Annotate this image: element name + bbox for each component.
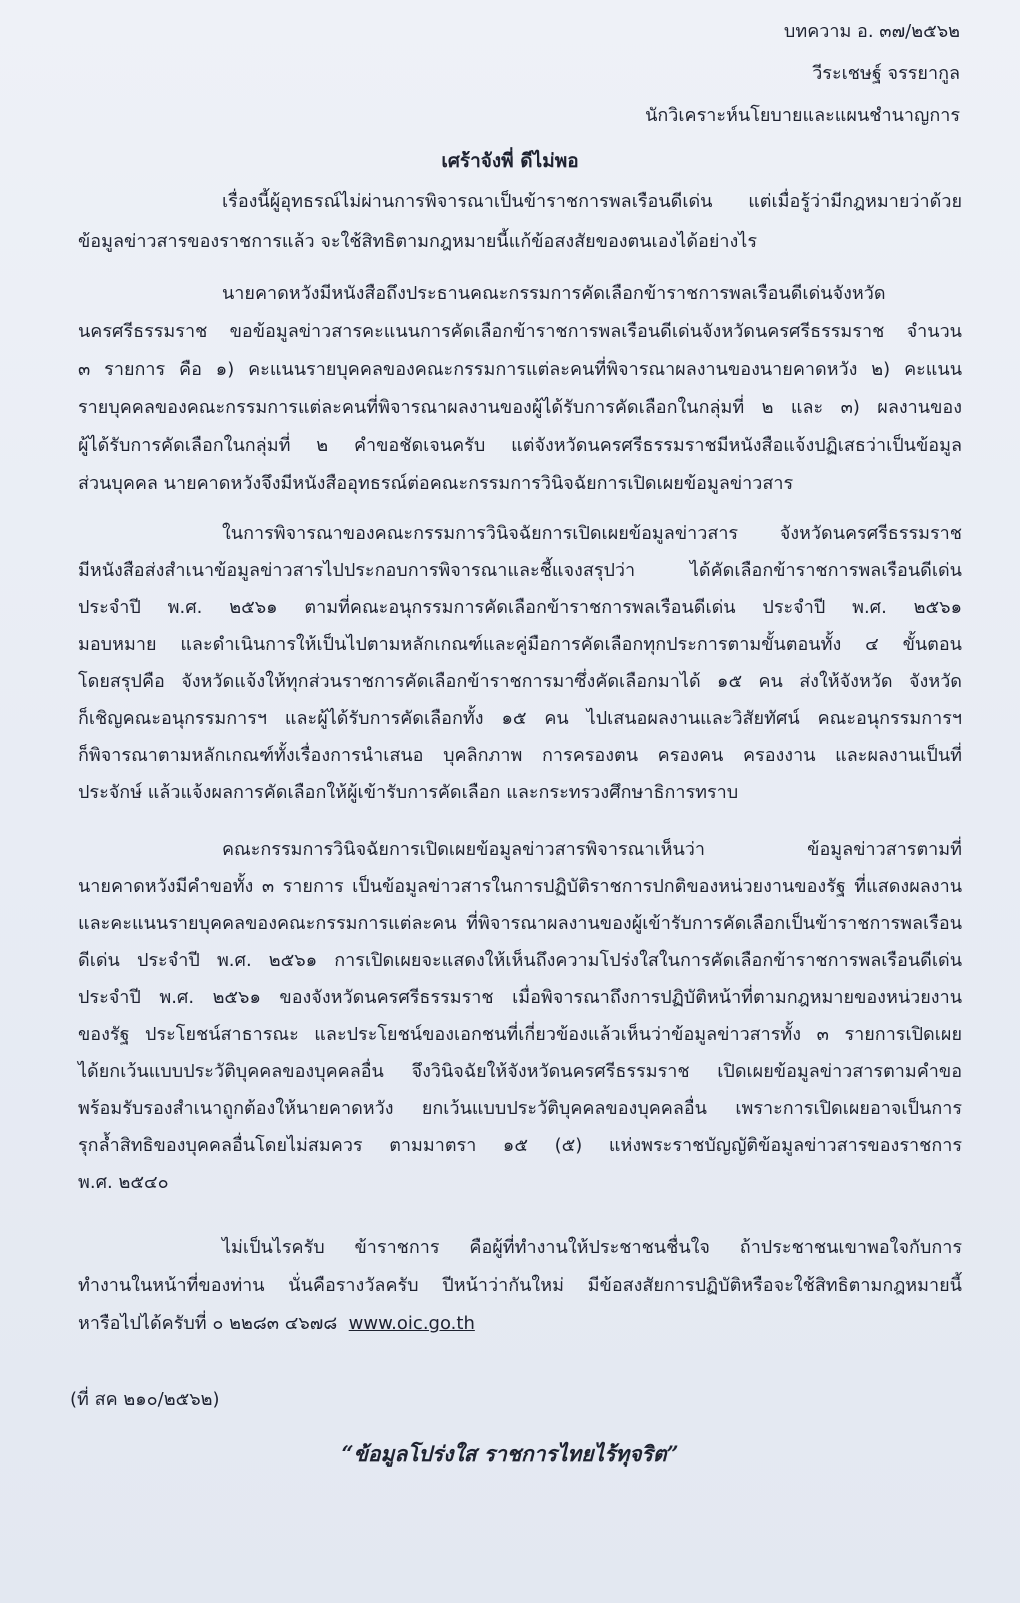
contact-phone: หารือไปได้ครับที่ ๐ ๒๒๘๓ ๔๖๗๘ — [78, 1313, 338, 1334]
paragraph-line: ไม่เป็นไรครับ ข้าราชการ คือผู้ที่ทำงานให้ประชาชนชื่นใจ ถ้าประชาชนเขาพอใจกับการ — [222, 1237, 962, 1258]
paragraph-line: ประจำปี พ.ศ. ๒๕๖๑ ของจังหวัดนครศรีธรรมราช เมื่อพิจารณาถึงการปฏิบัติหน้าที่ตามกฎหมายของหน่วยงาน — [78, 987, 962, 1008]
paragraph-line: คณะกรรมการวินิจฉัยการเปิดเผยข้อมูลข่าวสารพิจารณาเห็นว่า ข้อมูลข่าวสารตามที่ — [222, 839, 962, 860]
paragraph-line: ดีเด่น ประจำปี พ.ศ. ๒๕๖๑ การเปิดเผยจะแสดงให้เห็นถึงความโปร่งใสในการคัดเลือกข้าราชการพลเรือนดีเด่น — [78, 950, 962, 971]
paragraph-line: ของรัฐ ประโยชน์สาธารณะ และประโยชน์ของเอกชนที่เกี่ยวข้องแล้วเห็นว่าข้อมูลข่าวสารทั้ง ๓ รายการเปิดเผย — [78, 1024, 962, 1045]
article-number: บทความ อ. ๓๗/๒๕๖๒ — [783, 21, 960, 42]
paragraph-line: ได้ยกเว้นแบบประวัติบุคคลของบุคคลอื่น จึงวินิจฉัยให้จังหวัดนครศรีธรรมราช เปิดเผยข้อมูลข่าวสารตามคำขอ — [78, 1061, 962, 1082]
reference-number: (ที่ สค ๒๑๐/๒๕๖๒) — [70, 1389, 220, 1410]
paragraph-line: ในการพิจารณาของคณะกรรมการวินิจฉัยการเปิดเผยข้อมูลข่าวสาร จังหวัดนครศรีธรรมราช — [222, 523, 962, 544]
paragraph-line: พ.ศ. ๒๕๔๐ — [78, 1172, 169, 1193]
paragraph-line: ข้อมูลข่าวสารของราชการแล้ว จะใช้สิทธิตามกฎหมายนี้แก้ข้อสงสัยของตนเองได้อย่างไร — [78, 231, 758, 252]
paragraph-line: ทำงานในหน้าที่ของท่าน นั่นคือรางวัลครับ ปีหน้าว่ากันใหม่ มีข้อสงสัยการปฏิบัติหรือจะใช้สิทธิตามกฎหมายนี้ — [78, 1275, 962, 1296]
author-name: วีระเชษฐ์ จรรยากูล — [812, 63, 960, 84]
paragraph-line: เรื่องนี้ผู้อุทธรณ์ไม่ผ่านการพิจารณาเป็นข้าราชการพลเรือนดีเด่น แต่เมื่อรู้ว่ามีกฎหมายว่าด้วย — [222, 191, 962, 212]
paragraph-line: มอบหมาย และดำเนินการให้เป็นไปตามหลักเกณฑ์และคู่มือการคัดเลือกทุกประการตามขั้นตอนทั้ง ๔ ขั้นตอน — [78, 634, 962, 655]
paragraph-line: ประจักษ์ แล้วแจ้งผลการคัดเลือกให้ผู้เข้ารับการคัดเลือก และกระทรวงศึกษาธิการทราบ — [78, 782, 739, 803]
paragraph-line: ส่วนบุคคล นายคาดหวังจึงมีหนังสืออุทธรณ์ต่อคณะกรรมการวินิจฉัยการเปิดเผยข้อมูลข่าวสาร — [78, 473, 794, 494]
paragraph-line: ๓ รายการ คือ ๑) คะแนนรายบุคคลของคณะกรรมการแต่ละคนที่พิจารณาผลงานของนายคาดหวัง ๒) คะแนน — [78, 359, 962, 380]
slogan: “ข้อมูลโปร่งใส ราชการไทยไร้ทุจริต” — [341, 1441, 679, 1466]
paragraph-line: รายบุคคลของคณะกรรมการแต่ละคนที่พิจารณาผลงานของผู้ได้รับการคัดเลือกในกลุ่มที่ ๒ และ ๓) ผลงานของ — [78, 397, 962, 418]
article-title: เศร้าจังพี่ ดีไม่พอ — [441, 150, 579, 172]
paragraph-line: พร้อมรับรองสำเนาถูกต้องให้นายคาดหวัง ยกเว้นแบบประวัติบุคคลของบุคคลอื่น เพราะการเปิดเผยอาจเป็นการ — [78, 1098, 962, 1119]
paragraph-line: และคะแนนรายบุคคลของคณะกรรมการแต่ละคน ที่พิจารณาผลงานของผู้เข้ารับการคัดเลือกเป็นข้าราชการพลเรือน — [78, 913, 962, 934]
paragraph-line: นายคาดหวังมีคำขอทั้ง ๓ รายการ เป็นข้อมูลข่าวสารในการปฏิบัติราชการปกติของหน่วยงานของรัฐ ที่แสดงผลงาน — [78, 876, 962, 897]
paragraph-line: รุกล้ำสิทธิของบุคคลอื่นโดยไม่สมควร ตามมาตรา ๑๕ (๕) แห่งพระราชบัญญัติข้อมูลข่าวสารของราชการ — [78, 1135, 962, 1156]
paragraph-line: นครศรีธรรมราช ขอข้อมูลข่าวสารคะแนนการคัดเลือกข้าราชการพลเรือนดีเด่นจังหวัดนครศรีธรรมราช จำนวน — [78, 321, 962, 342]
paragraph-line: ก็พิจารณาตามหลักเกณฑ์ทั้งเรื่องการนำเสนอ บุคลิกภาพ การครองตน ครองคน ครองงาน และผลงานเป็นที่ — [78, 745, 962, 766]
paragraph-line: โดยสรุปคือ จังหวัดแจ้งให้ทุกส่วนราชการคัดเลือกข้าราชการมาซึ่งคัดเลือกมาได้ ๑๕ คน ส่งให้จังหวัด จังหวัด — [78, 671, 962, 692]
paragraph-line: นายคาดหวังมีหนังสือถึงประธานคณะกรรมการคัดเลือกข้าราชการพลเรือนดีเด่นจังหวัด — [222, 283, 886, 304]
paragraph-line: ประจำปี พ.ศ. ๒๕๖๑ ตามที่คณะอนุกรรมการคัดเลือกข้าราชการพลเรือนดีเด่น ประจำปี พ.ศ. ๒๕๖๑ — [78, 597, 962, 618]
contact-line — [78, 1312, 962, 1336]
paragraph-line: ก็เชิญคณะอนุกรรมการฯ และผู้ได้รับการคัดเลือกทั้ง ๑๕ คน ไปเสนอผลงานและวิสัยทัศน์ คณะอนุกรรมการฯ — [78, 708, 962, 729]
website-link[interactable]: www.oic.go.th — [348, 1313, 475, 1334]
author-position: นักวิเคราะห์นโยบายและแผนชำนาญการ — [645, 105, 960, 126]
paragraph-line: ผู้ได้รับการคัดเลือกในกลุ่มที่ ๒ คำขอชัดเจนครับ แต่จังหวัดนครศรีธรรมราชมีหนังสือแจ้งปฏิเสธว่าเป็นข้อมูล — [78, 435, 962, 456]
paragraph-line: มีหนังสือส่งสำเนาข้อมูลข่าวสารไปประกอบการพิจารณาและชี้แจงสรุปว่า ได้คัดเลือกข้าราชการพลเรือนดีเด่น — [78, 560, 962, 581]
